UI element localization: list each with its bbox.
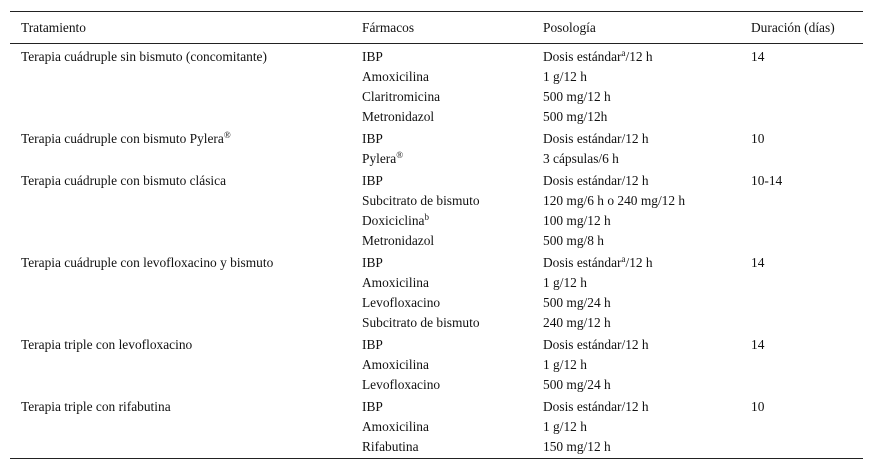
treatment-cell — [10, 169, 351, 251]
duration-cell: 10 — [740, 395, 863, 459]
drug-name: IBP — [362, 131, 383, 146]
drug-line — [362, 171, 532, 191]
dosage-text: 500 mg/24 h — [543, 295, 611, 310]
drug-line — [362, 211, 532, 231]
table-row — [10, 395, 863, 459]
table-row — [10, 127, 863, 169]
duration-cell: 10 — [751, 131, 765, 146]
drug-superscript: b — [424, 212, 429, 222]
dosage-line — [543, 293, 740, 313]
drugs-cell — [351, 169, 532, 251]
drug-line — [362, 129, 532, 149]
treatment-name: Terapia cuádruple con bismuto clásica — [21, 173, 227, 188]
dosage-line — [543, 253, 740, 273]
drug-line — [362, 375, 532, 395]
dosage-line — [543, 191, 740, 211]
treatment-superscript: ® — [223, 130, 231, 140]
dosage-line — [543, 129, 740, 149]
dosage-text: 500 mg/12 h — [543, 89, 611, 104]
treatment-cell — [10, 44, 351, 128]
drug-name: Metronidazol — [362, 233, 435, 248]
header-row — [10, 12, 863, 44]
dosage-line — [543, 231, 740, 251]
header-drugs: Fármacos — [351, 12, 532, 44]
dosage-text: 100 mg/12 h — [543, 213, 611, 228]
drug-line — [362, 47, 532, 67]
dosage-cell — [532, 251, 740, 333]
drug-line — [362, 313, 532, 333]
drug-name: Claritromicina — [362, 89, 441, 104]
dosage-text: 150 mg/12 h — [543, 439, 611, 454]
drug-name: Subcitrato de bismuto — [362, 315, 480, 330]
dosage-cell — [532, 44, 740, 128]
drugs-cell — [351, 251, 532, 333]
dosage-line — [543, 313, 740, 333]
drug-name: Amoxicilina — [362, 275, 429, 290]
dosage-text: Dosis estándar/12 h — [543, 131, 649, 146]
dosage-frequency: /12 h — [625, 255, 653, 270]
drugs-cell — [351, 395, 532, 459]
drug-line — [362, 67, 532, 87]
treatment-cell — [10, 127, 351, 169]
duration-cell: 10-14 — [751, 173, 783, 188]
drug-line — [362, 87, 532, 107]
drug-name: Amoxicilina — [362, 419, 429, 434]
dosage-line — [543, 437, 740, 457]
dosage-text: 500 mg/8 h — [543, 233, 605, 248]
drug-line — [362, 231, 532, 251]
dosage-text: 3 cápsulas/6 h — [543, 151, 619, 166]
duration-cell: 14 — [751, 49, 765, 64]
drug-name: Amoxicilina — [362, 357, 429, 372]
drug-line — [362, 107, 532, 127]
drug-name: Doxiciclina — [362, 213, 425, 228]
dosage-line — [543, 417, 740, 437]
dosage-line — [543, 107, 740, 127]
dosage-text: Dosis estándar/12 h — [543, 173, 649, 188]
dosage-line — [543, 47, 740, 67]
treatment-name: Terapia cuádruple con levofloxacino y bismuto — [21, 255, 274, 270]
treatment-name: Terapia cuádruple con bismuto Pylera — [21, 131, 224, 146]
drug-line — [362, 437, 532, 457]
dosage-frequency: /12 h — [625, 49, 653, 64]
drug-superscript: ® — [396, 150, 404, 160]
duration-cell: 14 — [751, 337, 765, 352]
drug-line — [362, 253, 532, 273]
drug-name: Rifabutina — [362, 439, 419, 454]
dosage-text: 120 mg/6 h o 240 mg/12 h — [543, 193, 686, 208]
table-row — [10, 333, 863, 395]
drug-line — [362, 273, 532, 293]
dosage-line — [543, 397, 740, 417]
drug-line — [362, 149, 532, 169]
treatment-name: Terapia cuádruple sin bismuto (concomitante) — [21, 49, 267, 64]
drugs-cell — [351, 333, 532, 395]
drug-name: Levofloxacino — [362, 295, 441, 310]
drug-line — [362, 397, 532, 417]
dosage-superscript: a — [621, 254, 626, 264]
dosage-text: 1 g/12 h — [543, 419, 587, 434]
treatment-cell — [10, 251, 351, 333]
drug-line — [362, 355, 532, 375]
treatment-cell — [10, 333, 351, 395]
dosage-text: 240 mg/12 h — [543, 315, 611, 330]
drugs-cell — [351, 44, 532, 128]
dosage-line — [543, 67, 740, 87]
dosage-text: Dosis estándar — [543, 49, 622, 64]
header-treatment: Tratamiento — [10, 12, 351, 44]
dosage-text: 1 g/12 h — [543, 69, 587, 84]
dosage-line — [543, 211, 740, 231]
dosage-line — [543, 375, 740, 395]
drug-name: IBP — [362, 49, 383, 64]
drug-name: Levofloxacino — [362, 377, 441, 392]
drug-name: IBP — [362, 399, 383, 414]
dosage-line — [543, 149, 740, 169]
dosage-line — [543, 87, 740, 107]
drug-name: Amoxicilina — [362, 69, 429, 84]
dosage-text: 500 mg/12h — [543, 109, 608, 124]
drug-name: Metronidazol — [362, 109, 435, 124]
duration-cell: 14 — [751, 255, 765, 270]
dosage-cell — [532, 395, 740, 459]
dosage-line — [543, 273, 740, 293]
table-body — [10, 44, 863, 459]
treatment-name: Terapia triple con rifabutina — [21, 399, 171, 414]
drug-name: IBP — [362, 255, 383, 270]
dosage-line — [543, 171, 740, 191]
drug-line — [362, 417, 532, 437]
table-row — [10, 251, 863, 333]
drug-name: IBP — [362, 337, 383, 352]
drug-line — [362, 335, 532, 355]
dosage-line — [543, 355, 740, 375]
dosage-text: 1 g/12 h — [543, 357, 587, 372]
dosage-cell — [532, 333, 740, 395]
dosage-cell — [532, 127, 740, 169]
drug-line — [362, 293, 532, 313]
treatment-table — [10, 11, 863, 459]
drug-name: IBP — [362, 173, 383, 188]
dosage-line — [543, 335, 740, 355]
drug-line — [362, 191, 532, 211]
table-header — [10, 12, 863, 44]
dosage-superscript: a — [621, 48, 626, 58]
dosage-text: 1 g/12 h — [543, 275, 587, 290]
drug-name: Subcitrato de bismuto — [362, 193, 480, 208]
table-row — [10, 169, 863, 251]
dosage-text: 500 mg/24 h — [543, 377, 611, 392]
table-row — [10, 44, 863, 128]
drugs-cell — [351, 127, 532, 169]
header-dosage: Posología — [532, 12, 740, 44]
drug-name: Pylera — [362, 151, 397, 166]
dosage-cell — [532, 169, 740, 251]
dosage-text: Dosis estándar/12 h — [543, 337, 649, 352]
treatment-cell — [10, 395, 351, 459]
treatment-name: Terapia triple con levofloxacino — [21, 337, 193, 352]
dosage-text: Dosis estándar/12 h — [543, 399, 649, 414]
header-duration: Duración (días) — [740, 12, 863, 44]
dosage-text: Dosis estándar — [543, 255, 622, 270]
